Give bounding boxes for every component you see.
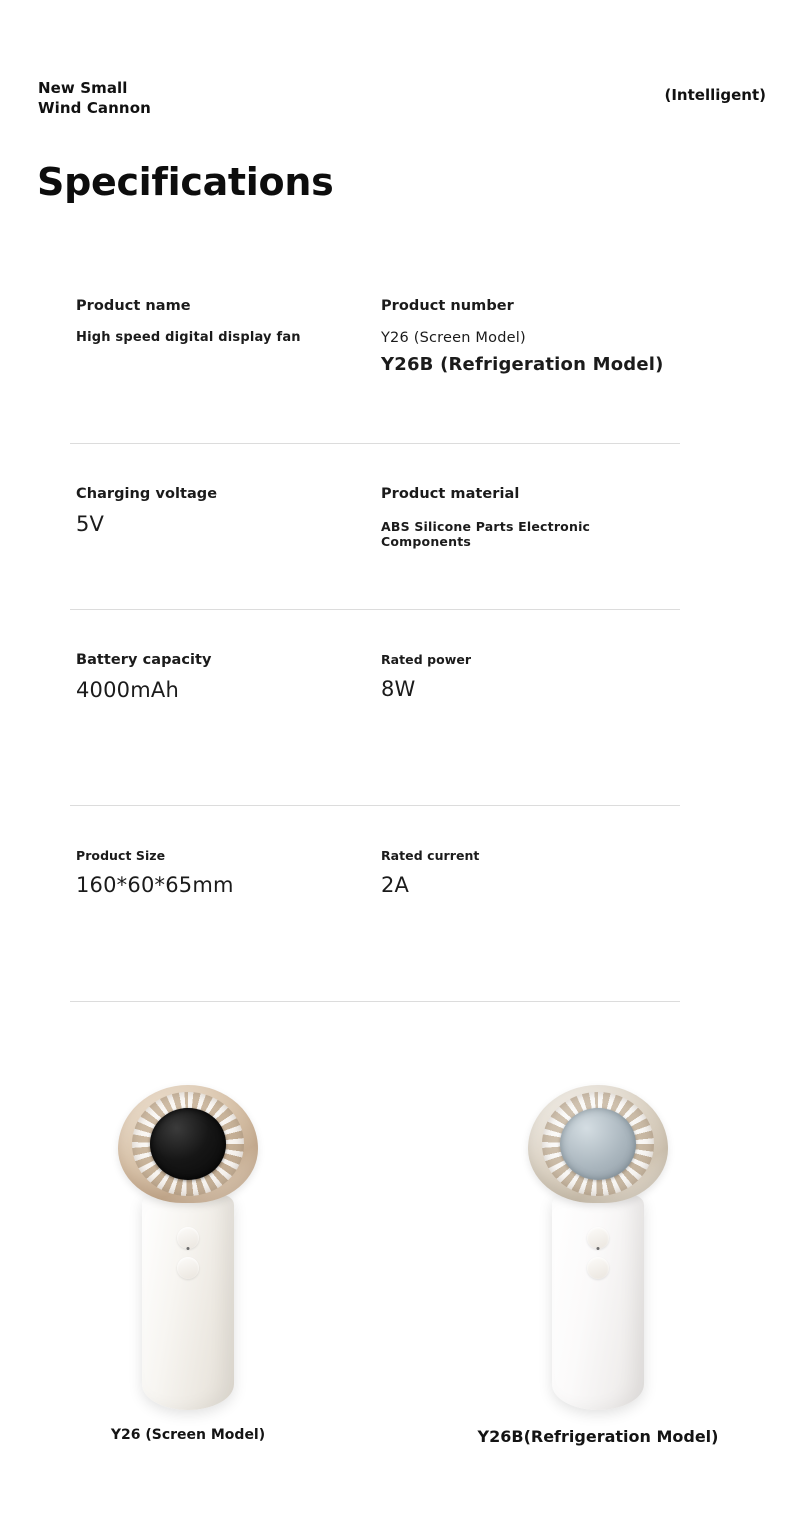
spec-label-product-size: Product Size [76,848,166,863]
fan-cooling-plate [560,1108,636,1180]
spec-label-rated-current: Rated current [381,848,480,863]
spec-label-product-name: Product name [76,298,191,314]
product-caption-y26b: Y26B(Refrigeration Model) [477,1427,719,1446]
fan-mode-button[interactable] [177,1257,199,1279]
spec-cell-product-name [70,298,373,375]
spec-value-product-size: 160*60*65mm [76,873,234,897]
spec-row-charging-voltage [70,444,680,609]
product-caption-y26: Y26 (Screen Model) [110,1427,266,1443]
spec-row-product-size [70,806,680,1001]
spec-label-rated-power: Rated power [381,652,472,667]
product-gallery [0,1055,790,1485]
fan-indicator-led-icon [187,1247,190,1250]
spec-value-charging-voltage: 5V [76,512,105,536]
divider [70,1001,680,1002]
product-item-y26b [468,1055,728,1446]
fan-mode-button[interactable] [587,1257,609,1279]
spec-cell-rated-current [373,848,680,897]
brand-name [38,78,151,119]
fan-handle [142,1195,234,1410]
handheld-fan-screen-icon [58,1055,318,1415]
fan-power-button[interactable] [177,1227,199,1249]
spec-value-battery-capacity: 4000mAh [76,678,179,702]
spec-cell-product-number [373,298,680,375]
fan-indicator-led-icon [597,1247,600,1250]
spec-value-product-name: High speed digital display fan [76,330,301,345]
spec-cell-charging-voltage [70,486,373,549]
fan-head [528,1085,668,1203]
spec-label-product-number: Product number [381,298,514,314]
spec-cell-rated-power [373,652,680,702]
spec-value-product-material: ABS Silicone Parts Electronic Components [381,519,591,549]
spec-label-battery-capacity: Battery capacity [76,652,212,668]
page-header [38,78,766,119]
spec-label-charging-voltage: Charging voltage [76,486,218,502]
brand-name-line1: New Small [38,79,128,97]
specifications-table [70,298,680,1002]
spec-row-battery-capacity [70,610,680,805]
product-item-y26 [58,1055,318,1443]
fan-head [118,1085,258,1203]
fan-power-button[interactable] [587,1227,609,1249]
spec-cell-product-size [70,848,373,897]
spec-label-product-material: Product material [381,486,520,502]
spec-row-product-name [70,298,680,443]
spec-cell-battery-capacity [70,652,373,702]
spec-value-product-number-refrigeration: Y26B (Refrigeration Model) [381,354,664,375]
fan-display-screen [150,1108,226,1180]
spec-cell-product-material [373,486,680,549]
intelligent-badge: (Intelligent) [664,86,766,104]
handheld-fan-cooling-icon [468,1055,728,1415]
fan-handle [552,1195,644,1410]
spec-value-rated-power: 8W [381,677,416,701]
spec-value-rated-current: 2A [381,873,410,897]
spec-value-product-number-screen: Y26 (Screen Model) [381,330,526,346]
page-title: Specifications [37,160,334,204]
brand-name-line2: Wind Cannon [38,99,151,118]
